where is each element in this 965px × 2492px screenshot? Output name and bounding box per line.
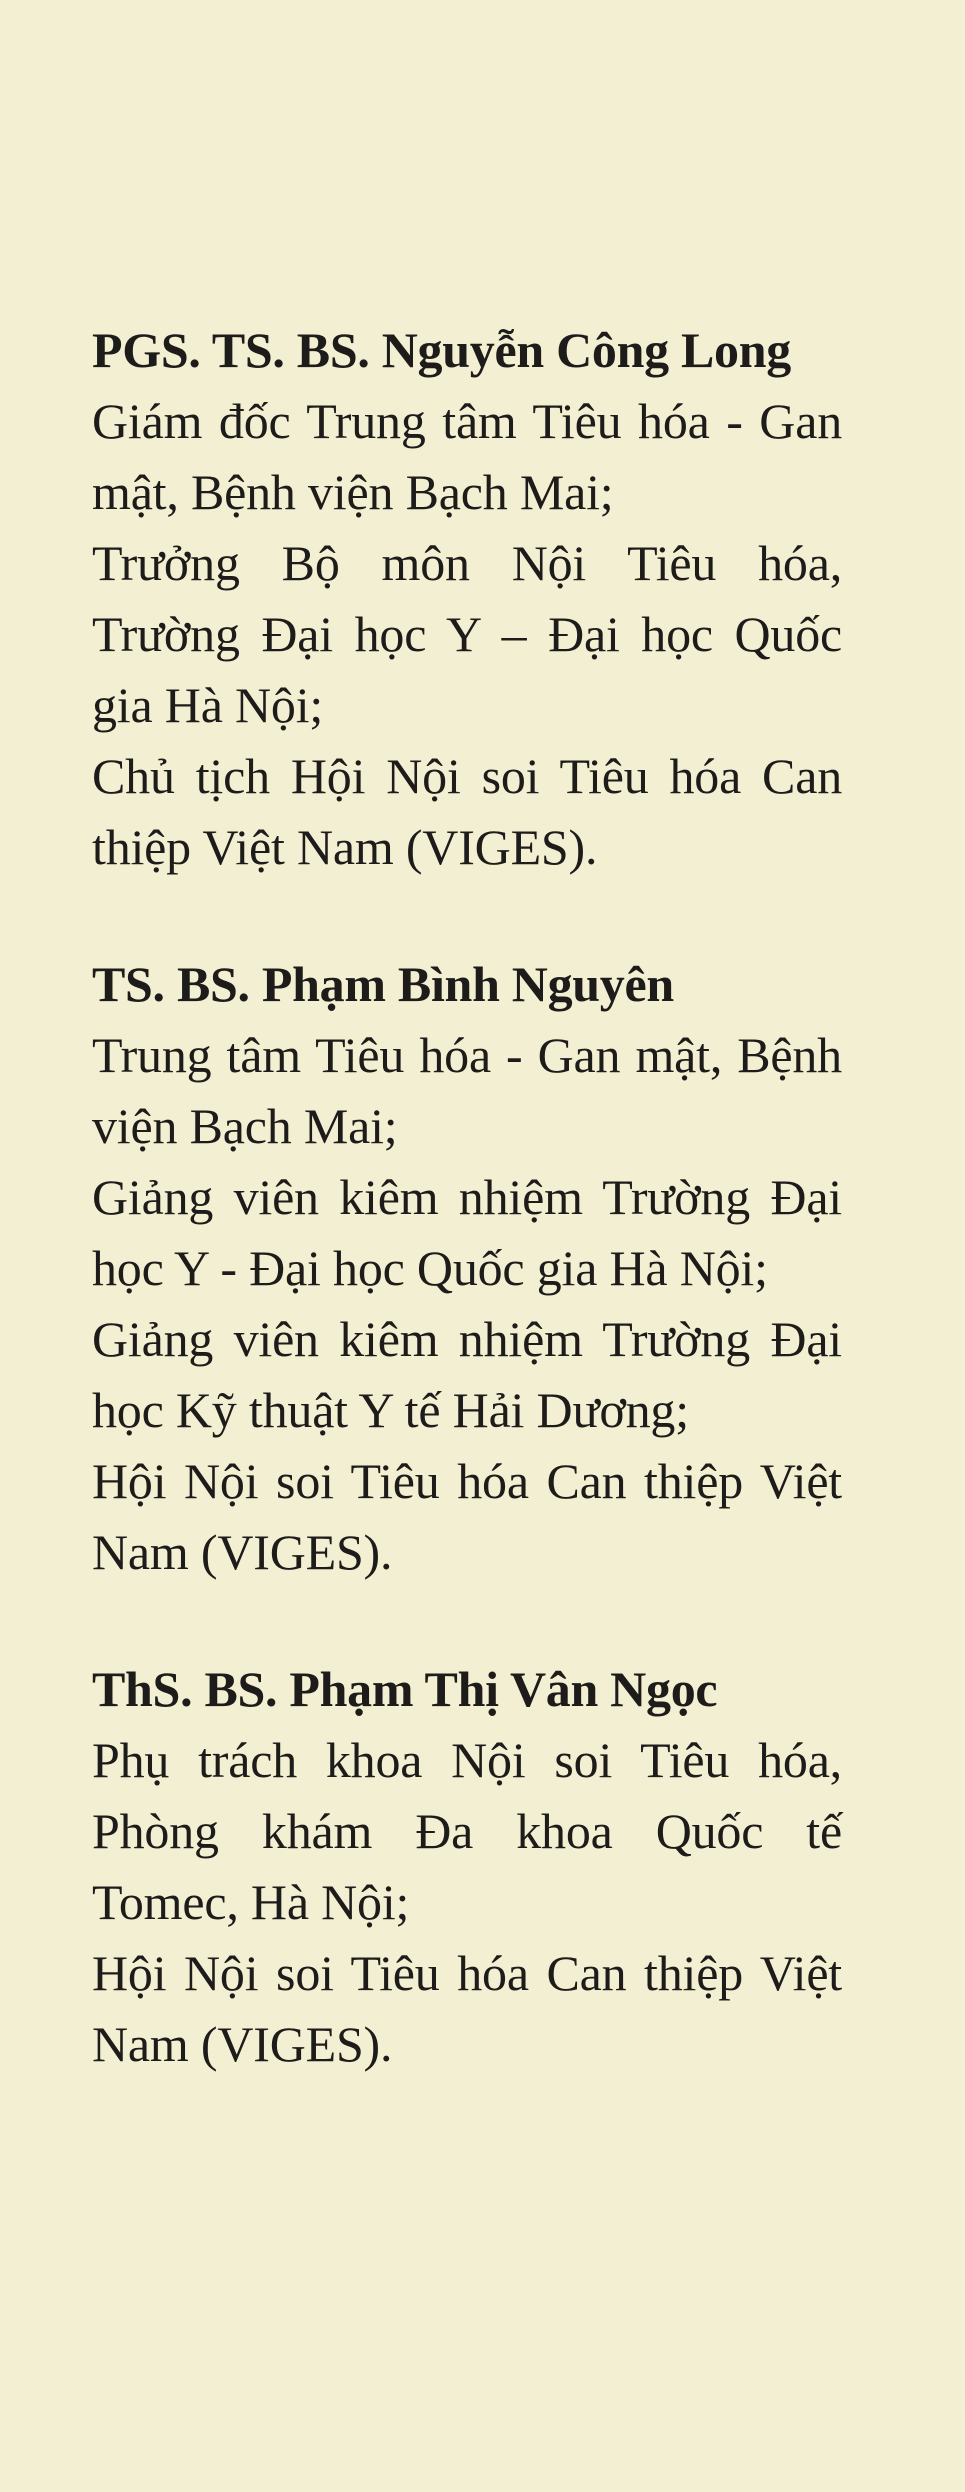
author-affiliation: Trưởng Bộ môn Nội Tiêu hóa, Trường Đại học Y – Đại học Quốc gia Hà Nội; <box>92 535 842 733</box>
author-name: ThS. BS. Phạm Thị Vân Ngọc <box>92 1661 718 1717</box>
author-name: PGS. TS. BS. Nguyễn Công Long <box>92 322 791 378</box>
author-affiliation: Giảng viên kiêm nhiệm Trường Đại học Y - Đại học Quốc gia Hà Nội; <box>92 1169 842 1296</box>
author-block-1 <box>92 315 842 883</box>
author-affiliation: Hội Nội soi Tiêu hóa Can thiệp Việt Nam (VIGES). <box>92 1945 842 2072</box>
author-affiliation: Trung tâm Tiêu hóa - Gan mật, Bệnh viện Bạch Mai; <box>92 1027 842 1154</box>
author-affiliation: Chủ tịch Hội Nội soi Tiêu hóa Can thiệp Việt Nam (VIGES). <box>92 748 842 875</box>
author-affiliation: Giảng viên kiêm nhiệm Trường Đại học Kỹ thuật Y tế Hải Dương; <box>92 1311 842 1438</box>
author-affiliation: Phụ trách khoa Nội soi Tiêu hóa, Phòng khám Đa khoa Quốc tế Tomec, Hà Nội; <box>92 1732 842 1930</box>
author-affiliation: Giám đốc Trung tâm Tiêu hóa - Gan mật, Bệnh viện Bạch Mai; <box>92 393 842 520</box>
author-name: TS. BS. Phạm Bình Nguyên <box>92 956 674 1012</box>
author-block-3 <box>92 1654 842 2080</box>
author-affiliation: Hội Nội soi Tiêu hóa Can thiệp Việt Nam (VIGES). <box>92 1453 842 1580</box>
author-block-2 <box>92 949 842 1588</box>
